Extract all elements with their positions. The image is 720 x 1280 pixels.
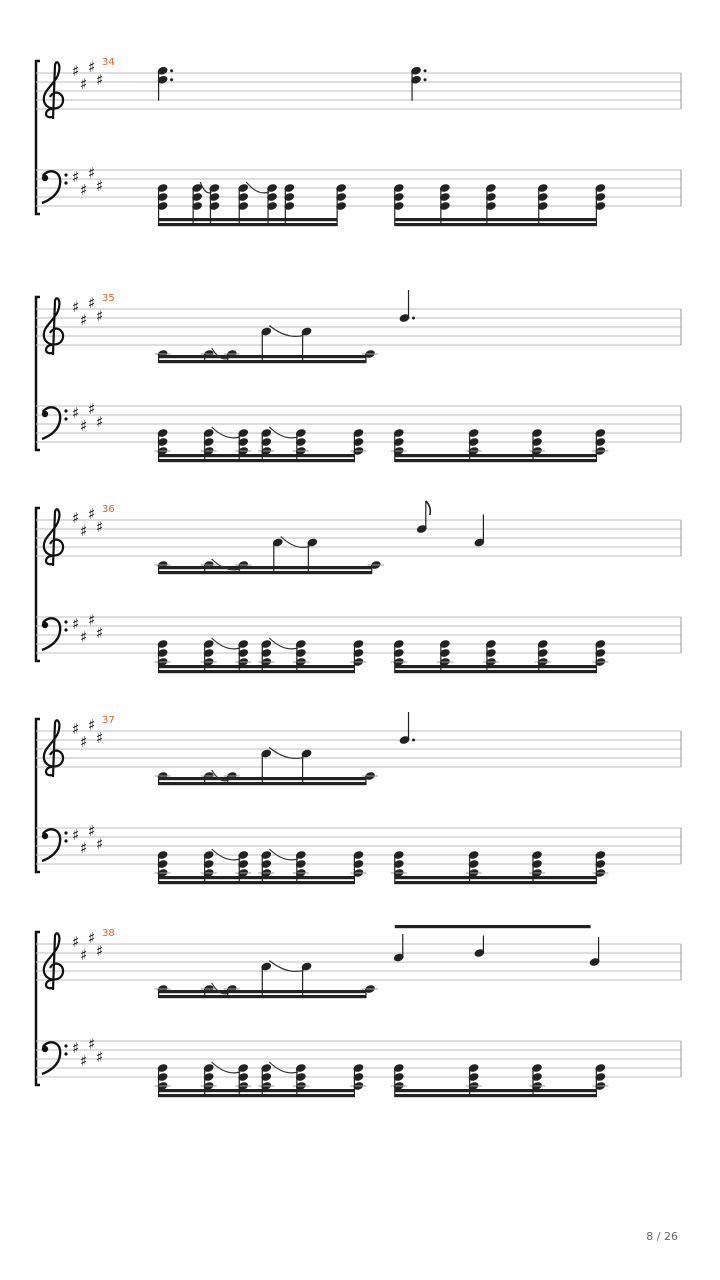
augmentation-dot bbox=[424, 69, 427, 72]
note-beam bbox=[159, 1089, 355, 1092]
sharp-icon: ♯ bbox=[72, 404, 80, 422]
bass-clef-dot bbox=[64, 620, 67, 623]
bass-clef-dot bbox=[64, 831, 67, 834]
sharp-icon: ♯ bbox=[96, 71, 104, 89]
sharp-icon: ♯ bbox=[72, 509, 80, 527]
sharp-icon: ♯ bbox=[88, 929, 96, 947]
bass-clef-dot bbox=[42, 622, 48, 628]
note-beam bbox=[395, 881, 597, 884]
tie bbox=[269, 849, 298, 860]
sharp-icon: ♯ bbox=[88, 611, 96, 629]
note-beam bbox=[159, 454, 355, 457]
sharp-icon: ♯ bbox=[88, 58, 96, 76]
note-beam bbox=[395, 876, 597, 879]
bass-clef-dot bbox=[64, 409, 67, 412]
note-beam bbox=[395, 218, 597, 221]
tie bbox=[269, 427, 298, 438]
page-number: 8 / 26 bbox=[646, 1230, 678, 1243]
sharp-icon: ♯ bbox=[80, 311, 88, 329]
tie bbox=[212, 1062, 241, 1073]
sharp-icon: ♯ bbox=[80, 75, 88, 93]
sharp-icon: ♯ bbox=[88, 716, 96, 734]
sharp-icon: ♯ bbox=[96, 729, 104, 747]
augmentation-dot bbox=[170, 69, 173, 72]
bass-clef-dot bbox=[64, 417, 67, 420]
bass-clef-dot bbox=[42, 411, 48, 417]
sharp-icon: ♯ bbox=[96, 413, 104, 431]
note-beam bbox=[159, 355, 366, 358]
sharp-icon: ♯ bbox=[96, 835, 104, 853]
tie bbox=[212, 638, 241, 649]
sharp-icon: ♯ bbox=[80, 839, 88, 857]
sharp-icon: ♯ bbox=[72, 62, 80, 80]
bass-clef-dot bbox=[64, 1044, 67, 1047]
sharp-icon: ♯ bbox=[88, 164, 96, 182]
note-beam bbox=[395, 1094, 597, 1097]
sharp-icon: ♯ bbox=[80, 628, 88, 646]
system-bracket bbox=[36, 719, 40, 872]
sharp-icon: ♯ bbox=[88, 1035, 96, 1053]
sharp-icon: ♯ bbox=[88, 505, 96, 523]
augmentation-dot bbox=[170, 78, 173, 81]
sharp-icon: ♯ bbox=[72, 933, 80, 951]
sharp-icon: ♯ bbox=[96, 942, 104, 960]
note-beam bbox=[159, 782, 366, 785]
tie bbox=[212, 427, 241, 438]
measure-number: 38 bbox=[102, 928, 115, 939]
augmentation-dot bbox=[412, 739, 415, 742]
note-beam bbox=[159, 876, 355, 879]
note-beam bbox=[159, 990, 366, 993]
measure-number: 34 bbox=[102, 57, 115, 68]
note-beam bbox=[395, 665, 597, 668]
note-beam bbox=[159, 670, 355, 673]
note-beam bbox=[159, 218, 338, 221]
bass-clef-dot bbox=[64, 181, 67, 184]
bass-clef-dot bbox=[64, 628, 67, 631]
note-beam bbox=[159, 1094, 355, 1097]
sharp-icon: ♯ bbox=[80, 946, 88, 964]
sharp-icon: ♯ bbox=[72, 298, 80, 316]
note-beam bbox=[159, 360, 366, 363]
note-beam bbox=[395, 1089, 597, 1092]
bass-clef-dot bbox=[42, 1046, 48, 1052]
tie bbox=[246, 182, 269, 193]
sharp-icon: ♯ bbox=[88, 400, 96, 418]
sharp-icon: ♯ bbox=[80, 522, 88, 540]
sharp-icon: ♯ bbox=[80, 1052, 88, 1070]
system-bracket bbox=[36, 297, 40, 450]
sharp-icon: ♯ bbox=[72, 1039, 80, 1057]
note-beam bbox=[395, 454, 597, 457]
note-beam bbox=[395, 925, 591, 928]
sharp-icon: ♯ bbox=[72, 720, 80, 738]
note-flag bbox=[426, 501, 431, 515]
note-beam bbox=[159, 566, 372, 569]
bass-clef-dot bbox=[42, 833, 48, 839]
augmentation-dot bbox=[412, 317, 415, 320]
note-beam bbox=[159, 223, 338, 226]
system-bracket bbox=[36, 508, 40, 661]
note-beam bbox=[159, 777, 366, 780]
measure-number: 35 bbox=[102, 293, 115, 304]
note-beam bbox=[159, 665, 355, 668]
sharp-icon: ♯ bbox=[96, 624, 104, 642]
sharp-icon: ♯ bbox=[80, 417, 88, 435]
tie bbox=[269, 638, 298, 649]
augmentation-dot bbox=[424, 78, 427, 81]
note-beam bbox=[159, 571, 372, 574]
sharp-icon: ♯ bbox=[72, 615, 80, 633]
sharp-icon: ♯ bbox=[80, 733, 88, 751]
tie bbox=[269, 1062, 298, 1073]
note-beam bbox=[395, 459, 597, 462]
sharp-icon: ♯ bbox=[96, 307, 104, 325]
note-beam bbox=[159, 881, 355, 884]
sharp-icon: ♯ bbox=[88, 294, 96, 312]
sharp-icon: ♯ bbox=[88, 822, 96, 840]
sharp-icon: ♯ bbox=[72, 168, 80, 186]
note-beam bbox=[395, 670, 597, 673]
sharp-icon: ♯ bbox=[96, 177, 104, 195]
note-beam bbox=[395, 223, 597, 226]
system-bracket bbox=[36, 61, 40, 214]
bass-clef-dot bbox=[64, 1052, 67, 1055]
bass-clef-dot bbox=[64, 173, 67, 176]
note-beam bbox=[159, 459, 355, 462]
bass-clef-dot bbox=[64, 839, 67, 842]
sharp-icon: ♯ bbox=[96, 1048, 104, 1066]
bass-clef-dot bbox=[42, 175, 48, 181]
system-bracket bbox=[36, 932, 40, 1085]
sharp-icon: ♯ bbox=[72, 826, 80, 844]
sharp-icon: ♯ bbox=[96, 518, 104, 536]
tie bbox=[212, 849, 241, 860]
measure-number: 37 bbox=[102, 715, 115, 726]
measure-number: 36 bbox=[102, 504, 115, 515]
sharp-icon: ♯ bbox=[80, 181, 88, 199]
note-beam bbox=[159, 995, 366, 998]
